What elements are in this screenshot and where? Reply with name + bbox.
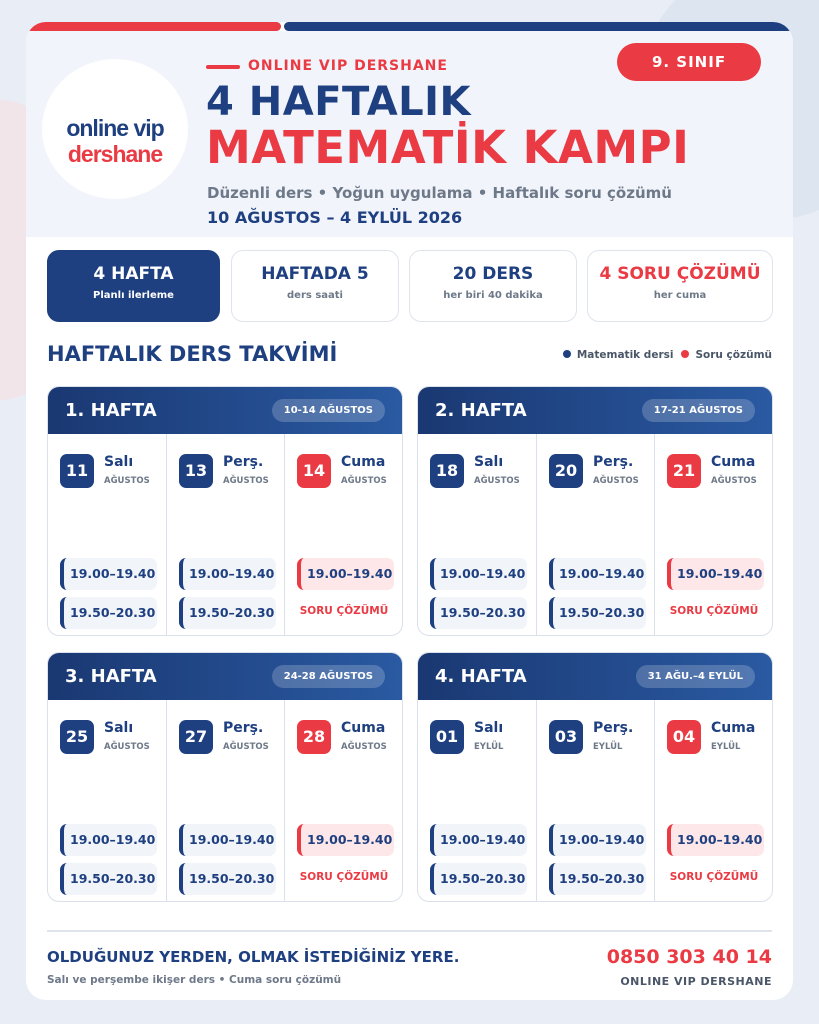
- footer-divider: [47, 930, 772, 932]
- footer-brand: ONLINE VIP DERSHANE: [620, 975, 772, 988]
- time-slot: 19.50–20.30: [549, 863, 646, 895]
- day-number-badge: 20: [549, 454, 583, 488]
- day-month: AĞUSTOS: [341, 742, 387, 752]
- time-slot: 19.50–20.30: [430, 597, 527, 629]
- day-name: Cuma: [711, 454, 756, 470]
- day-column: [654, 700, 772, 902]
- day-name: Perş.: [223, 720, 264, 736]
- time-slot: 19.50–20.30: [549, 597, 646, 629]
- stat-solutions: 4 SORU ÇÖZÜMÜ her cuma: [587, 250, 773, 322]
- day-month: AĞUSTOS: [711, 476, 757, 486]
- day-month: EYLÜL: [593, 742, 623, 752]
- day-number-badge: 18: [430, 454, 464, 488]
- solve-label: SORU ÇÖZÜMÜ: [299, 605, 389, 617]
- grade-badge: 9. SINIF: [617, 43, 761, 81]
- day-month: AĞUSTOS: [593, 476, 639, 486]
- week-card-1: [47, 386, 403, 636]
- day-number-badge: 25: [60, 720, 94, 754]
- week-card-4: [417, 652, 773, 902]
- time-slot: 19.00–19.40: [430, 824, 527, 856]
- time-slot: 19.50–20.30: [179, 597, 276, 629]
- time-slot: 19.00–19.40: [179, 558, 276, 590]
- day-month: AĞUSTOS: [341, 476, 387, 486]
- day-month: EYLÜL: [711, 742, 741, 752]
- date-range: 10 AĞUSTOS – 4 EYLÜL 2026: [207, 208, 463, 227]
- stat-lessons: 20 DERS her biri 40 dakika: [409, 250, 577, 322]
- flyer-card: [26, 22, 793, 1000]
- week-header: [418, 653, 772, 700]
- time-slot: 19.00–19.40: [430, 558, 527, 590]
- day-number-badge: 28: [297, 720, 331, 754]
- week-header: [48, 653, 402, 700]
- header: [26, 31, 793, 237]
- day-column: [536, 700, 654, 902]
- eyebrow-text: ONLINE VIP DERSHANE: [248, 58, 448, 74]
- day-name: Salı: [474, 454, 504, 470]
- day-month: AĞUSTOS: [223, 742, 269, 752]
- solve-label: SORU ÇÖZÜMÜ: [299, 871, 389, 883]
- time-slot: 19.00–19.40: [179, 824, 276, 856]
- week-range-badge: 24-28 AĞUSTOS: [272, 665, 385, 688]
- solve-label: SORU ÇÖZÜMÜ: [669, 871, 759, 883]
- day-name: Perş.: [593, 720, 634, 736]
- day-number-badge: 27: [179, 720, 213, 754]
- legend-dot-solve: [681, 350, 689, 358]
- day-column: [166, 700, 284, 902]
- day-month: AĞUSTOS: [104, 742, 150, 752]
- day-column: [48, 700, 166, 902]
- day-month: AĞUSTOS: [223, 476, 269, 486]
- week-title: 4. HAFTA: [435, 666, 527, 687]
- time-slot: 19.00–19.40: [297, 558, 394, 590]
- day-column: [48, 434, 166, 636]
- day-column: [284, 434, 402, 636]
- week-title: 1. HAFTA: [65, 400, 157, 421]
- legend-dot-math: [563, 350, 571, 358]
- schedule-title: HAFTALIK DERS TAKVİMİ: [47, 342, 338, 366]
- day-column: [166, 434, 284, 636]
- top-accent-bar-red: [26, 22, 281, 31]
- day-column: [654, 434, 772, 636]
- legend: Matematik dersi Soru çözümü: [563, 349, 772, 361]
- week-title: 2. HAFTA: [435, 400, 527, 421]
- week-title: 3. HAFTA: [65, 666, 157, 687]
- time-slot: 19.00–19.40: [667, 558, 764, 590]
- stat-weeks: 4 HAFTA Planlı ilerleme: [47, 250, 220, 322]
- day-number-badge: 14: [297, 454, 331, 488]
- day-name: Perş.: [593, 454, 634, 470]
- footer-slogan: OLDUĞUNUZ YERDEN, OLMAK İSTEDİĞİNİZ YERE.: [47, 948, 460, 966]
- brand-logo: online vip dershane: [42, 59, 188, 199]
- time-slot: 19.00–19.40: [549, 558, 646, 590]
- day-number-badge: 21: [667, 454, 701, 488]
- day-column: [284, 700, 402, 902]
- week-range-badge: 31 AĞU.–4 EYLÜL: [636, 665, 755, 688]
- day-month: AĞUSTOS: [104, 476, 150, 486]
- day-number-badge: 13: [179, 454, 213, 488]
- day-name: Cuma: [711, 720, 756, 736]
- week-header: [48, 387, 402, 434]
- week-card-2: [417, 386, 773, 636]
- day-name: Cuma: [341, 720, 386, 736]
- solve-label: SORU ÇÖZÜMÜ: [669, 605, 759, 617]
- day-month: EYLÜL: [474, 742, 504, 752]
- time-slot: 19.00–19.40: [60, 824, 157, 856]
- stat-weekly-hours: HAFTADA 5 ders saati: [231, 250, 399, 322]
- title-line-1: 4 HAFTALIK: [206, 79, 472, 125]
- title-line-2: MATEMATİK KAMPI: [206, 121, 690, 174]
- day-column: [536, 434, 654, 636]
- top-accent-bar-blue: [284, 22, 793, 31]
- phone-number[interactable]: 0850 303 40 14: [606, 946, 772, 968]
- day-number-badge: 03: [549, 720, 583, 754]
- week-header: [418, 387, 772, 434]
- time-slot: 19.50–20.30: [60, 863, 157, 895]
- time-slot: 19.00–19.40: [549, 824, 646, 856]
- time-slot: 19.00–19.40: [60, 558, 157, 590]
- day-name: Salı: [104, 720, 134, 736]
- day-column: [418, 434, 536, 636]
- time-slot: 19.50–20.30: [60, 597, 157, 629]
- time-slot: 19.00–19.40: [297, 824, 394, 856]
- day-column: [418, 700, 536, 902]
- subtitle: Düzenli ders • Yoğun uygulama • Haftalık soru çözümü: [207, 184, 672, 202]
- day-name: Salı: [104, 454, 134, 470]
- time-slot: 19.50–20.30: [430, 863, 527, 895]
- day-number-badge: 01: [430, 720, 464, 754]
- day-number-badge: 11: [60, 454, 94, 488]
- day-number-badge: 04: [667, 720, 701, 754]
- eyebrow-line: [206, 65, 240, 69]
- time-slot: 19.00–19.40: [667, 824, 764, 856]
- time-slot: 19.50–20.30: [179, 863, 276, 895]
- week-card-3: [47, 652, 403, 902]
- day-name: Salı: [474, 720, 504, 736]
- day-name: Perş.: [223, 454, 264, 470]
- footer-note: Salı ve perşembe ikişer ders • Cuma soru çözümü: [47, 974, 342, 986]
- day-name: Cuma: [341, 454, 386, 470]
- week-range-badge: 10-14 AĞUSTOS: [272, 399, 385, 422]
- day-month: AĞUSTOS: [474, 476, 520, 486]
- week-range-badge: 17-21 AĞUSTOS: [642, 399, 755, 422]
